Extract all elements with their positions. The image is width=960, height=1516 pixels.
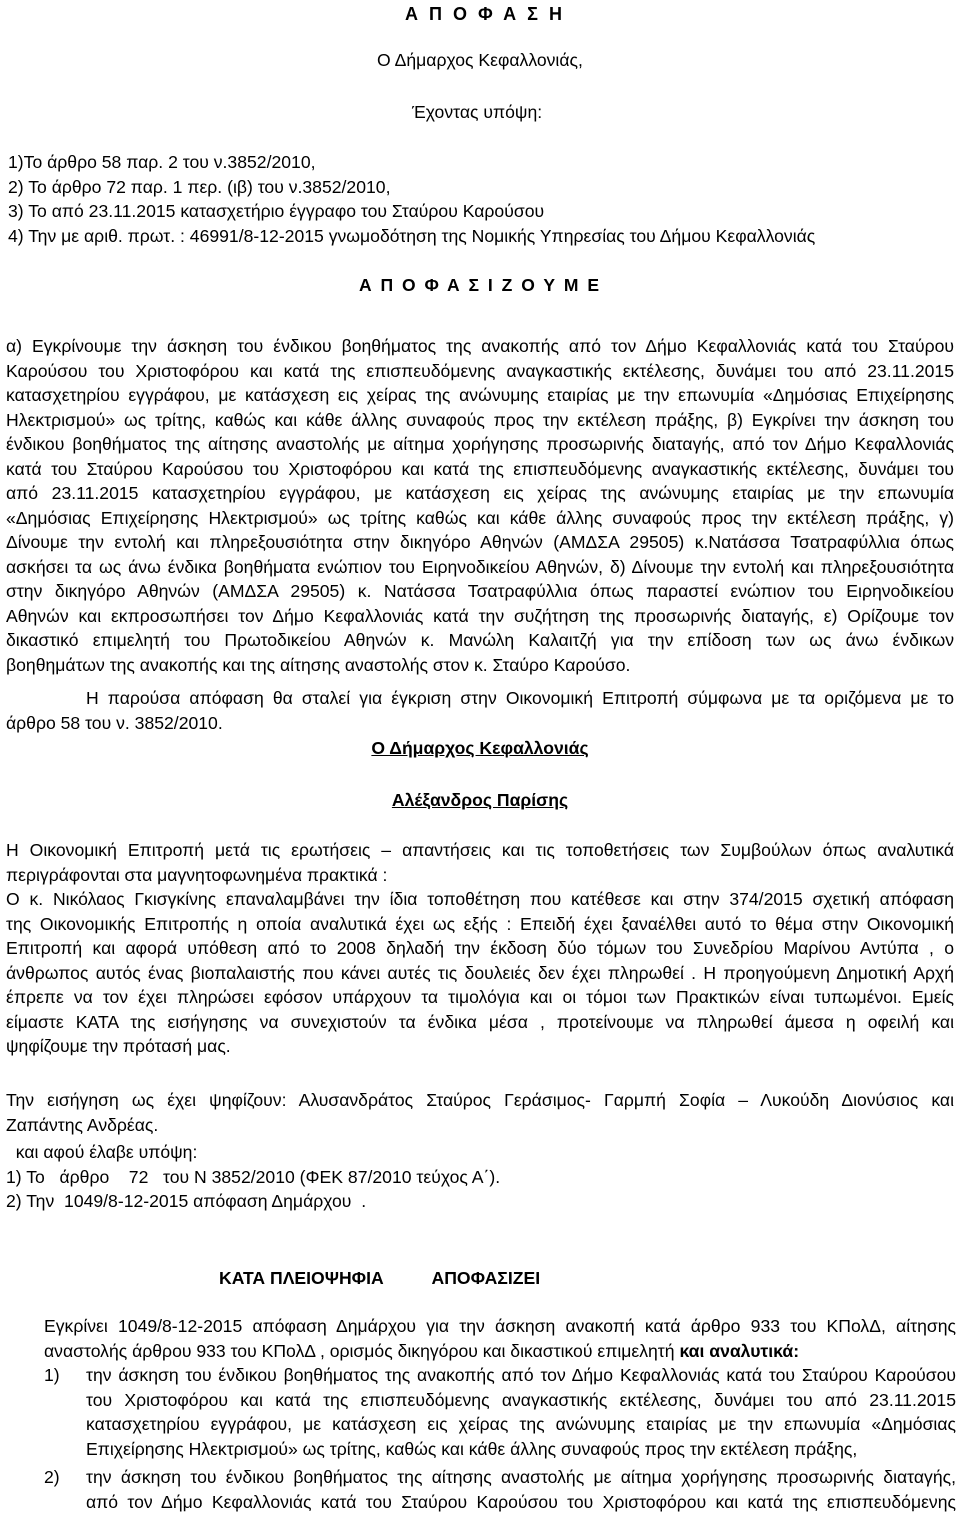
text-line: Ο κ. Νικόλαος Γκισγκίνης επαναλαμβάνει την ίδια τοποθέτηση που κατέθεσε και στην 374/2015 σχετική απόφαση xyxy=(6,889,954,909)
considerations-list xyxy=(8,150,958,248)
list-item xyxy=(44,1363,956,1461)
text-line: κατά του Σταύρου Καρούσου του Χριστοφόρου και κατά της επισπευδόμενης αναγκαστικής εκτέλεσης, δυνάμει του xyxy=(6,458,954,479)
text-line: έπρεπε να τον έχει πληρώσει εφόσον υπάρχουν τα τιμολόγια και οι τόμοι των Πρακτικών είναι τυπωμένοι. Εμείς xyxy=(6,987,954,1007)
text-line: περιγράφονται στα μαγνητοφωνημένα πρακτικά : xyxy=(6,864,388,885)
text-line: Εγκρίνει 1049/8-12-2015 απόφαση Δημάρχου για την άσκηση ανακοπή κατά άρθρο 933 του ΚΠολΔ, αίτησης xyxy=(44,1316,956,1336)
text-line: είμαστε ΚΑΤΑ της εισήγησης να συνεχιστούν τα ένδικα μέσα , προτείνουμε να πληρωθεί άμεσα η οφειλή και xyxy=(6,1011,954,1032)
signature-name: Αλέξανδρος Παρίσης xyxy=(391,790,569,810)
text-line: Επιχείρησης Ηλεκτρισμού» ως τρίτης, καθώς και κάθε άλλης συναφούς προς την εκτέλεση πράξης, xyxy=(86,1438,858,1459)
list-item xyxy=(44,1465,956,1514)
text-line: του Χριστοφόρου και κατά της επισπευδόμενης αναγκαστικής εκτέλεσης, δυνάμει του από 23.11.2015 xyxy=(86,1389,956,1410)
majority-label: ΚΑΤΑ ΠΛΕΙΟΨΗΦΙΑ xyxy=(219,1268,384,1288)
signature-role: Ο Δήμαρχος Κεφαλλονιάς xyxy=(371,738,589,758)
text-line: Ηλεκτρισμού» ως τρίτης, καθώς και κάθε άλλης συναφούς προς την εκτέλεση πράξης, β) Εγκρίνει την άσκηση του xyxy=(6,409,954,430)
text-line: ένδικου βοηθήματος της αίτησης αναστολής με αίτημα χορήγησης προσωρινής διαταγής, από τον Δήμο Κεφαλλονιάς xyxy=(6,434,954,454)
decide-heading: Α Π Ο Φ Α Σ Ι Ζ Ο Υ Μ Ε xyxy=(359,275,601,295)
text-line: από 23.11.2015 κατασχετηρίου εγγράφου, με κατάσχεση εις χείρας της ανώνυμης εταιρίας με την επωνυμία xyxy=(6,483,954,503)
consideration-item: 3) Το από 23.11.2015 κατασχετήριο έγγραφο του Σταύρου Καρούσου xyxy=(8,201,545,221)
text-line: Καρούσου του Χριστοφόρου και κατά της επισπευδόμενης αναγκαστικής εκτέλεσης, δυνάμει του από 23.11.2015 xyxy=(6,360,954,381)
text-line: αναστολής άρθρου 933 του ΚΠολΔ , ορισμός δικηγόρου και δικαστικού επιμελητή και αναλυτικά: xyxy=(44,1340,800,1361)
text-line: Αθηνών και εκπροσωπήσει τον Δήμο Κεφαλλονιάς κατά την συζήτηση της προσωρινής διαταγής, ε) Ορίζουμε τον xyxy=(6,605,954,626)
text-line: δικαστικό επιμελητή του Πρωτοδικείου Αθηνών κ. Μανώλη Καλαιτζή για την επίδοση των ως άνω ένδικων xyxy=(6,630,954,650)
sent-paragraph xyxy=(6,686,954,735)
approval-bold: και αναλυτικά: xyxy=(679,1340,800,1361)
item-text xyxy=(86,1363,956,1461)
text-line: άνθρωπος αυτός ένας βιοπαλαιστής που κάνει αυτές τις δουλειές δεν έχει πληρωθεί . Η προηγούμενη Δημοτική Αρχή xyxy=(6,962,954,983)
text-line: ψηφίζουμε την πρότασή μας. xyxy=(6,1036,231,1056)
text-line: Δίνουμε την εντολή και πληρεξουσιότητα στην δικηγόρο Αθηνών (ΑΜΔΣΑ 29505) κ.Νατάσσα Τσατραφύλλια όπως xyxy=(6,532,954,552)
decides-label: ΑΠΟΦΑΣΙΖΕΙ xyxy=(431,1268,541,1288)
text-line: Την εισήγηση ως έχει ψηφίζουν: Αλυσανδράτος Σταύρος Γεράσιμος- Γαρμπή Σοφία – Λυκούδη Διονύσιος και xyxy=(6,1090,954,1110)
text-line: την άσκηση του ένδικου βοηθήματος της ανακοπής από τον Δήμο Κεφαλλονιάς κατά του Σταύρου Καρούσου xyxy=(86,1365,956,1385)
item-text xyxy=(86,1465,956,1514)
text-line: «Δημόσιας Επιχείρησης Ηλεκτρισμού» ως τρίτης καθώς και κάθε άλλης συναφούς προς την εκτέλεση πράξης, γ) xyxy=(6,507,954,528)
text-line: Η Οικονομική Επιτροπή μετά τις ερωτήσεις – απαντήσεις και τις τοποθετήσεις των Συμβούλων όπως αναλυτικά xyxy=(6,840,954,860)
item-number: 1) xyxy=(44,1365,60,1385)
approval-paragraph xyxy=(44,1314,956,1363)
consideration-item: 4) Την με αριθ. πρωτ. : 46991/8-12-2015 γνωμοδότηση της Νομικής Υπηρεσίας του Δήμου Κεφαλλονιάς xyxy=(8,225,816,246)
text-line: και αφού έλαβε υπόψη: xyxy=(6,1142,198,1162)
text-line: κατασχετηρίου εγγράφου, με κατάσχεση εις χείρας της ανώνυμης εταιρίας με την επωνυμία «Δημόσιας Επιχείρησης xyxy=(6,385,954,405)
decision-paragraph xyxy=(6,334,954,677)
text-line: από τον Δήμο Κεφαλλονιάς κατά του Σταύρου Καρούσου του Χριστοφόρου και κατά της επισπευδόμενης xyxy=(86,1491,956,1512)
text-line: άρθρο 58 του ν. 3852/2010. xyxy=(6,712,223,733)
approval-items xyxy=(44,1363,956,1514)
mayor-intro: Ο Δήμαρχος Κεφαλλονιάς, xyxy=(377,50,583,70)
text-line: Η παρούσα απόφαση θα σταλεί για έγκριση στην Οικονομική Επιτροπή σύμφωνα με τα οριζόμενα με το xyxy=(86,688,954,708)
discussion-paragraph xyxy=(6,838,954,1059)
text-line: 1) Το άρθρο 72 του Ν 3852/2010 (ΦΕΚ 87/2010 τεύχος Α΄). xyxy=(6,1166,501,1187)
text-line: βοηθημάτων της ανακοπής και της αίτησης αναστολής στον κ. Σταύρο Καρούσο. xyxy=(6,654,631,675)
text-line: της Οικονομικής Επιτροπής η οποία αναλυτικά έχει ως εξής : Επειδή έχει ξαναέλθει αυτό το θέμα στην Οικονομική xyxy=(6,913,954,934)
document-title: Α Π Ο Φ Α Σ Η xyxy=(405,4,565,24)
text-line: στην δικηγόρο Αθηνών (ΑΜΔΣΑ 29505) κ. Νατάσσα Τσατραφύλλια όπως παραστεί ενώπιον του Ειρηνοδικείου xyxy=(6,581,954,601)
text-line: ασκήσει τα ως άνω ένδικα βοηθήματα ενώπιον του Ειρηνοδικείου Αθηνών, δ) Δίνουμε την εντολή και πληρεξουσιότητα xyxy=(6,556,954,577)
text-line: 2) Την 1049/8-12-2015 απόφαση Δημάρχου . xyxy=(6,1191,367,1211)
having-regard-heading: Έχοντας υπόψη: xyxy=(412,102,543,122)
text-line: κατασχετηρίου εγγράφου, με κατάσχεση εις χείρας της ανώνυμης εταιρίας με την επωνυμία «Δημόσιας xyxy=(86,1414,956,1434)
after-considering-list xyxy=(6,1140,954,1214)
item-number: 2) xyxy=(44,1467,60,1487)
text-line: α) Εγκρίνουμε την άσκηση του ένδικου βοηθήματος της ανακοπής από τον Δήμο Κεφαλλονιάς κατά του Σταύρου xyxy=(6,336,954,356)
text-line: την άσκηση του ένδικου βοηθήματος της αίτησης αναστολής με αίτημα χορήγησης προσωρινής διαταγής, xyxy=(86,1467,956,1487)
vote-paragraph xyxy=(6,1088,954,1137)
consideration-item: 1)Το άρθρο 58 παρ. 2 του ν.3852/2010, xyxy=(8,152,316,172)
text-line: Επιτροπή και αφορά υπόθεση από το 2008 δηλαδή την έκδοση δύο τόμων του Συνεδρίου Μαρίνου Αντύπα , ο xyxy=(6,938,954,958)
text-line: Ζαπάντης Ανδρέας. xyxy=(6,1114,159,1135)
decision-heading xyxy=(219,1266,540,1291)
consideration-item: 2) Το άρθρο 72 παρ. 1 περ. (ιβ) του ν.3852/2010, xyxy=(8,176,391,197)
